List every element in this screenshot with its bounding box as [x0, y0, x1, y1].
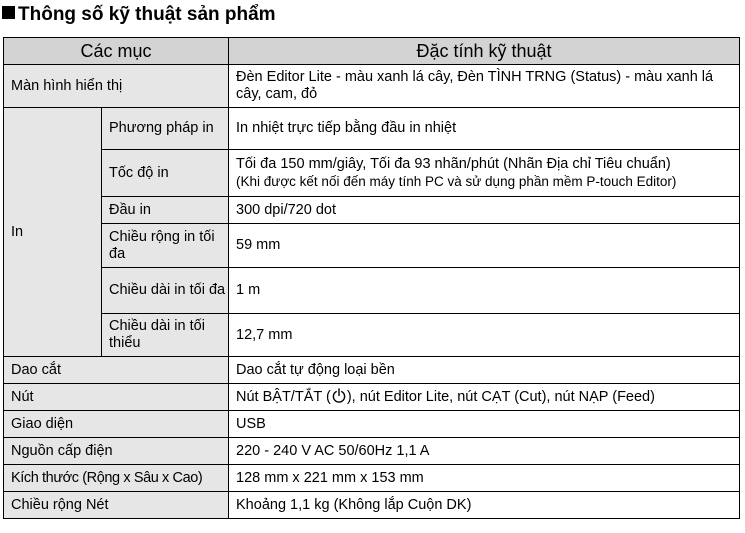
row-value-print-method: In nhiệt trực tiếp bằng đầu in nhiệt	[229, 108, 740, 150]
buttons-text-before: Nút BẬT/TẮT (	[236, 389, 331, 405]
row-label-max-length: Chiều dài in tối đa	[102, 268, 229, 314]
table-row	[4, 197, 740, 224]
row-label-print: In	[4, 108, 102, 357]
row-value-max-width: 59 mm	[229, 224, 740, 268]
table-header-row	[4, 38, 740, 65]
table-row	[4, 224, 740, 268]
table-row	[4, 465, 740, 492]
row-value-max-length: 1 m	[229, 268, 740, 314]
table-row	[4, 314, 740, 357]
row-label-power: Nguồn cấp điện	[4, 438, 229, 465]
print-speed-line2: (Khi được kết nối đến máy tính PC và sử dụng phần mềm P-touch Editor)	[236, 174, 677, 189]
table-row	[4, 492, 740, 519]
row-value-cutter: Dao cắt tự động loại bền	[229, 357, 740, 384]
buttons-text-after: ), nút Editor Lite, nút CẠT (Cut), nút NẠP (Feed)	[346, 389, 655, 405]
row-label-interface: Giao diện	[4, 411, 229, 438]
table-row	[4, 411, 740, 438]
table-row	[4, 150, 740, 197]
row-value-print-head: 300 dpi/720 dot	[229, 197, 740, 224]
row-value-display: Đèn Editor Lite - màu xanh lá cây, Đèn TÌNH TRNG (Status) - màu xanh lá cây, cam, đỏ	[229, 65, 740, 108]
table-row	[4, 357, 740, 384]
row-value-weight: Khoảng 1,1 kg (Không lắp Cuộn DK)	[229, 492, 740, 519]
header-specs: Đặc tính kỹ thuật	[229, 38, 740, 65]
row-label-print-head: Đầu in	[102, 197, 229, 224]
table-row	[4, 65, 740, 108]
row-label-print-method: Phương pháp in	[102, 108, 229, 150]
row-label-cutter: Dao cắt	[4, 357, 229, 384]
power-icon	[332, 388, 346, 404]
row-label-dimensions: Kích thước (Rộng x Sâu x Cao)	[4, 465, 229, 492]
row-value-interface: USB	[229, 411, 740, 438]
page-title-text: Thông số kỹ thuật sản phẩm	[18, 4, 276, 25]
row-label-buttons: Nút	[4, 384, 229, 411]
row-value-buttons	[229, 384, 740, 411]
row-label-weight: Chiều rộng Nét	[4, 492, 229, 519]
row-label-max-width: Chiều rộng in tối đa	[102, 224, 229, 268]
row-value-power: 220 - 240 V AC 50/60Hz 1,1 A	[229, 438, 740, 465]
square-bullet-icon	[2, 6, 15, 19]
header-items: Các mục	[4, 38, 229, 65]
spec-table	[3, 37, 740, 519]
row-value-dimensions: 128 mm x 221 mm x 153 mm	[229, 465, 740, 492]
row-value-min-length: 12,7 mm	[229, 314, 740, 357]
page-title	[2, 3, 276, 27]
table-row	[4, 108, 740, 150]
table-row	[4, 384, 740, 411]
table-row	[4, 268, 740, 314]
table-row	[4, 438, 740, 465]
row-value-print-speed	[229, 150, 740, 197]
row-label-min-length: Chiều dài in tối thiểu	[102, 314, 229, 357]
print-speed-line1: Tối đa 150 mm/giây, Tối đa 93 nhãn/phút (Nhãn Địa chỉ Tiêu chuẩn)	[236, 156, 671, 172]
row-label-display: Màn hình hiển thị	[4, 65, 229, 108]
row-label-print-speed: Tốc độ in	[102, 150, 229, 197]
